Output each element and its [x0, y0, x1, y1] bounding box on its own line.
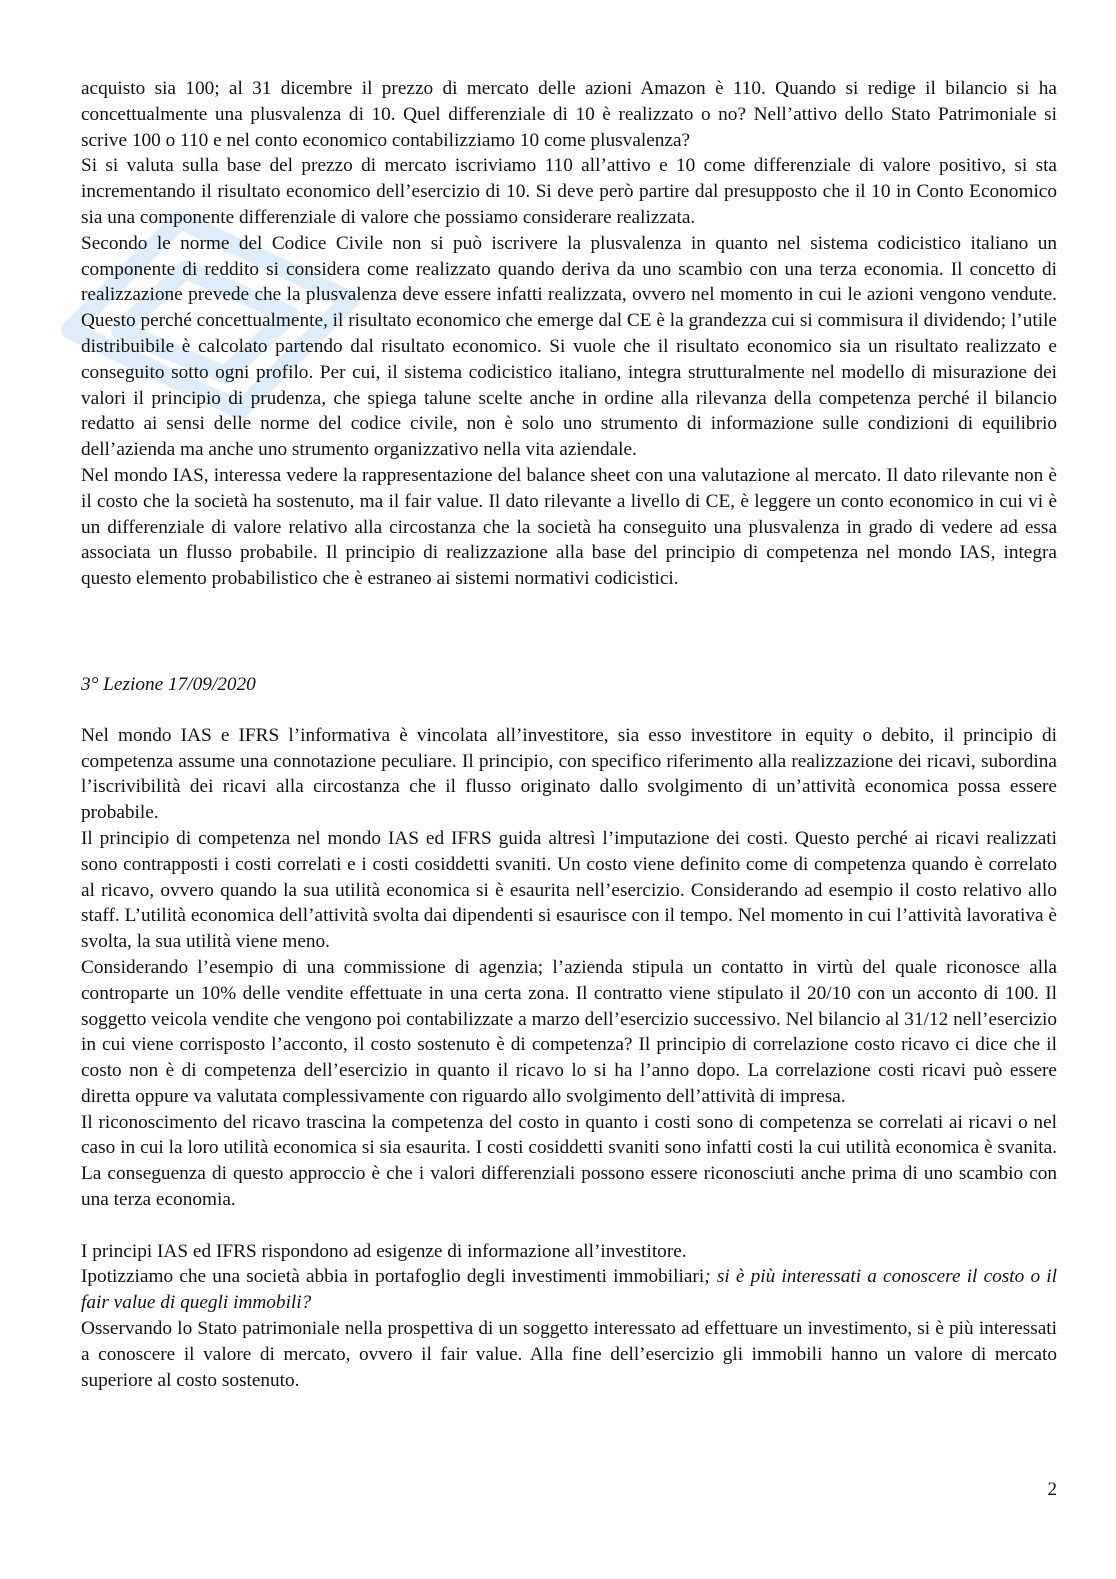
page-number: 2 [1047, 1479, 1057, 1500]
paragraph: Osservando lo Stato patrimoniale nella prospettiva di un soggetto interessato ad effettuare un investimento, si è più interessati a conoscere il valore di mercato, ovvero il fair value. Alla fine dell’esercizio gli immobili hanno un valore di mercato superiore al costo sostenuto. [81, 1318, 1057, 1391]
spacer [81, 1213, 1057, 1239]
paragraph: I principi IAS ed IFRS rispondono ad esigenze di informazione all’investitore. [81, 1240, 687, 1262]
paragraph: Secondo le norme del Codice Civile non si può iscrivere la plusvalenza in quanto nel sistema codicistico italiano un componente di reddito si considera come realizzato quando deriva da uno scambio con una terza economia. Il concetto di realizzazione prevede che la plusvalenza deve essere infatti realizzata, ovvero nel momento in cui le azioni vengono vendute. Questo perché concettualmente, il risultato economico che emerge dal CE è la grandezza cui si commisura il dividendo; l’utile distribuibile è calcolato partendo dal risultato economico. Si vuole che il risultato economico sia un risultato realizzato e conseguito sotto ogni profilo. Per cui, il sistema codicistico italiano, integra strutturalmente nel modello di misurazione dei valori il principio di prudenza, che spiega talune scelte anche in ordine alla rilevanza della competenza perché il bilancio redatto ai sensi delle norme del codice civile, non è solo uno strumento di informazione sulle condizioni di equilibrio dell’azienda ma anche uno strumento organizzativo nella vita aziendale. [81, 232, 1057, 461]
paragraph: Il principio di competenza nel mondo IAS ed IFRS guida altresì l’imputazione dei costi. Questo perché ai ricavi realizzati sono contrapposti i costi correlati e i costi cosiddetti svaniti. Un costo viene definito come di competenza quando è correlato al ricavo, ovvero quando la sua utilità economica si è esaurita nell’esercizio. Considerando ad esempio il costo relativo allo staff. L’utilità economica dell’attività svolta dai dipendenti si esaurisce con il tempo. Nel momento in cui l’attività lavorativa è svolta, la sua utilità viene meno. [81, 827, 1057, 953]
spacer [81, 698, 1057, 723]
hypothesis-paragraph [81, 1264, 1057, 1316]
paragraph: acquisto sia 100; al 31 dicembre il prezzo di mercato delle azioni Amazon è 110. Quando si redige il bilancio si ha concettualmente una plusvalenza di 10. Quel differenziale di 10 è realizzato o no? Nell’attivo dello Stato Patrimoniale si scrive 100 o 110 e nel conto economico contabilizziamo 10 come plusvalenza? [81, 78, 1057, 151]
hypothesis-plain-text: Ipotizziamo che una società abbia in portafoglio degli investimenti immobiliari [81, 1266, 705, 1288]
lesson-heading: 3° Lezione 17/09/2020 [81, 673, 256, 695]
paragraph: Il riconoscimento del ricavo trascina la competenza del costo in quanto i costi sono di competenza se correlati ai ricavi o nel caso in cui la loro utilità economica si sia esaurita. I costi cosiddetti svaniti sono infatti costi la cui utilità economica è svanita. La conseguenza di questo approccio è che i valori differenziali possono essere riconosciuti anche prima di uno scambio con una terza economia. [81, 1111, 1057, 1211]
paragraph: Nel mondo IAS e IFRS l’informativa è vincolata all’investitore, sia esso investitore in equity o debito, il principio di competenza assume una connotazione peculiare. Il principio, con specifico riferimento alla realizzazione dei ricavi, subordina l’iscrivibilità dei ricavi alla circostanza che il flusso originato dallo svolgimento di un’attività economica possa essere probabile. [81, 724, 1057, 824]
spacer [81, 592, 1057, 672]
hypothesis-italic-text: ; si è più interessati a conoscere il costo o il fair value di quegli immobili? [81, 1266, 1058, 1314]
paragraph: Nel mondo IAS, interessa vedere la rappresentazione del balance sheet con una valutazione al mercato. Il dato rilevante non è il costo che la società ha sostenuto, ma il fair value. Il dato rilevante a livello di CE, è leggere un conto economico in cui vi è un differenziale di valore relativo alla circostanza che la società ha conseguito una plusvalenza in grado di vedere ad essa associata un flusso probabile. Il principio di realizzazione alla base del principio di competenza nel mondo IAS, integra questo elemento probabilistico che è estraneo ai sistemi normativi codicistici. [81, 464, 1057, 590]
paragraph: Considerando l’esempio di una commissione di agenzia; l’azienda stipula un contatto in virtù del quale riconosce alla controparte un 10% delle vendite effettuate in una certa zona. Il contratto viene stipulato il 20/10 con un acconto di 100. Il soggetto veicola vendite che vengono poi contabilizzate a marzo dell’esercizio successivo. Nel bilancio al 31/12 nell’esercizio in cui viene corrisposto l’acconto, il costo sostenuto è di competenza? Il principio di correlazione costo ricavo ci dice che il costo non è di competenza dell’esercizio in quanto il ricavo lo si ha l’anno dopo. La correlazione costi ricavi può essere diretta oppure va valutata complessivamente con riguardo allo svolgimento dell’attività di impresa. [81, 956, 1057, 1107]
document-page [81, 76, 1057, 1393]
paragraph: Si si valuta sulla base del prezzo di mercato iscriviamo 110 all’attivo e 10 come differenziale di valore positivo, si sta incrementando il risultato economico dell’esercizio di 10. Si deve però partire dal presupposto che il 10 in Conto Economico sia una componente differenziale di valore che possiamo considerare realizzata. [81, 155, 1057, 228]
